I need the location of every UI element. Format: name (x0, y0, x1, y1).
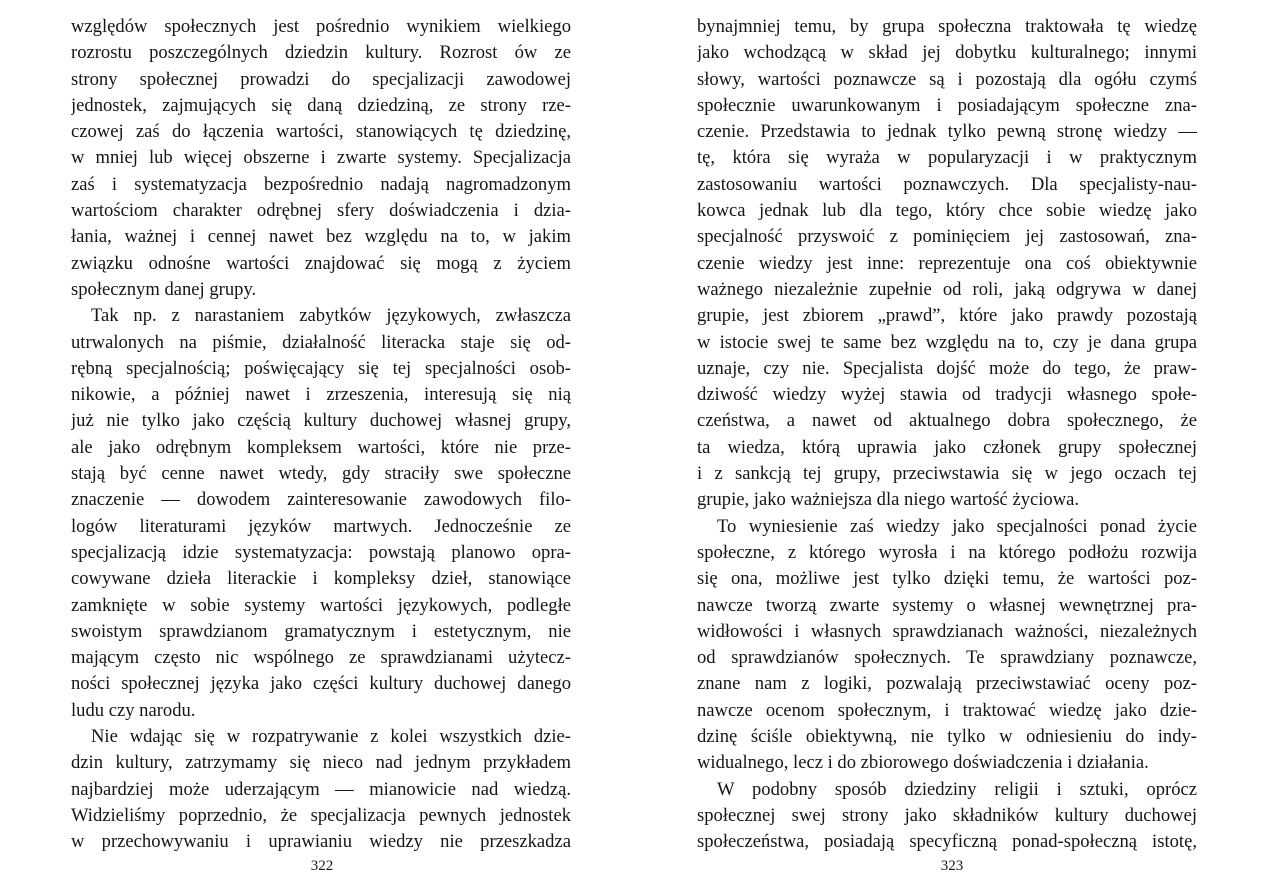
text-line: w przechowywaniu i uprawianiu wiedzy nie przeszkadza (71, 831, 571, 853)
text-line: czenie. Przedstawia to jednak tylko pewną stronę wiedzy — (697, 121, 1197, 143)
text-line: grupie, jako ważniejsza dla niego wartość życiowa. (697, 489, 1080, 511)
text-line: łania, ważnej i cennej nawet bez względu na to, w jakim (71, 226, 571, 248)
text-line: jako wchodzącą w skład jej dobytku kulturalnego; innymi (697, 42, 1197, 64)
text-line: specjalność przyswoić z pominięciem jej zastosowań, zna- (697, 226, 1197, 248)
text-line: czeństwa, a nawet od aktualnego dobra społecznego, że (697, 410, 1197, 432)
text-line: ta wiedza, którą uprawia jako członek grupy społecznej (697, 436, 1197, 458)
text-line: dzin kultury, zatrzymamy się nieco nad jednym przykładem (71, 752, 571, 774)
text-line: swoistym sprawdzianom gramatycznym i estetycznym, nie (71, 620, 571, 642)
text-line: widłowości i własnych sprawdzianach ważności, niezależnych (697, 620, 1197, 642)
text-line: logów literaturami języków martwych. Jednocześnie ze (71, 515, 571, 537)
text-line: i z sankcją tej grupy, przeciwstawia się w jego oczach tej (697, 463, 1197, 485)
text-line: znane nam z logiki, pozwalają przeciwstawiać oceny poz- (697, 673, 1197, 695)
right-page-text (697, 14, 1197, 856)
text-line: znaczenie — dowodem zainteresowanie zawodowych filo- (71, 489, 571, 511)
text-line: najbardziej może uderzającym — mianowicie nad wiedzą. (71, 778, 571, 800)
text-line: zamknięte w sobie systemy wartości językowych, podległe (71, 594, 571, 616)
text-line: uznaje, czy nie. Specjalista dojść może do tego, że praw- (697, 357, 1197, 379)
text-line: W podobny sposób dziedziny religii i sztuki, oprócz (717, 778, 1197, 800)
text-line: tę, która się wyraża w popularyzacji i w praktycznym (697, 147, 1197, 169)
text-line: stają być cenne nawet wtedy, gdy straciły swe społeczne (71, 463, 571, 485)
page-number-left: 322 (310, 858, 334, 874)
text-line: zastosowaniu wartości poznawczych. Dla specjalisty-nau- (697, 173, 1197, 195)
text-line: bynajmniej temu, by grupa społeczna traktowała tę wiedzę (697, 16, 1197, 37)
text-line: nawcze ocenom społecznym, i traktować wiedzę jako dzie- (697, 699, 1197, 721)
text-line: Widzieliśmy poprzednio, że specjalizacja pewnych jednostek (71, 804, 571, 826)
text-line: nikowie, a później nawet i zrzeszenia, interesują się nią (71, 384, 571, 406)
text-line: utrwalonych na piśmie, działalność literacka staje się od- (71, 331, 571, 353)
text-line: czenie wiedzy jest inne: reprezentuje ona coś obiektywnie (697, 252, 1197, 274)
text-line: mającym często nic wspólnego ze sprawdzianami użytecz- (71, 647, 571, 669)
text-line: względów społecznych jest pośrednio wynikiem wielkiego (71, 16, 571, 37)
text-line: strony społecznej prowadzi do specjalizacji zawodowej (71, 68, 571, 90)
text-line: cowywane dzieła literackie i kompleksy dzieł, stanowiące (71, 568, 571, 590)
text-line: Nie wdając się w rozpatrywanie z kolei wszystkich dzie- (91, 726, 571, 748)
text-line: dzinę ściśle obiektywną, nie tylko w odniesieniu do indy- (697, 726, 1197, 748)
text-line: To wyniesienie zaś wiedzy jako specjalności ponad życie (717, 515, 1197, 537)
text-line: społeczne, z którego wyrosła i na którego podłożu rozwija (697, 541, 1197, 563)
text-line: się ona, możliwe jest tylko dzięki temu, że wartości poz- (697, 568, 1197, 590)
text-line: dziwość wiedzy wyżej stawia od tradycji własnego społe- (697, 384, 1197, 406)
text-line: związku odnośne wartości znajdować się mogą z życiem (71, 252, 571, 274)
left-page-text (71, 14, 571, 856)
text-line: grupie, jest zbiorem „prawd”, które jako prawdy pozostają (697, 305, 1197, 327)
text-line: czowej zaś do łączenia wartości, stanowiących tę dziedzinę, (71, 121, 571, 143)
text-line: widualnego, lecz i do zbiorowego doświadczenia i działania. (697, 752, 1149, 774)
text-line: społecznie uwarunkowanym i posiadającym społeczne zna- (697, 94, 1197, 116)
text-line: zaś i systematyzacja bezpośrednio nadają nagromadzonym (71, 173, 571, 195)
text-line: społecznym danej grupy. (71, 278, 257, 300)
text-line: ludu czy narodu. (71, 699, 196, 721)
text-line: ności społecznej języka jako części kultury duchowej danego (71, 673, 571, 695)
text-line: społeczeństwa, posiadają specyficzną ponad-społeczną istotę, (697, 831, 1197, 853)
text-line: specjalizacją idzie systematyzacja: powstają planowo opra- (71, 541, 571, 563)
text-line: już nie tylko jako częścią kultury duchowej własnej grupy, (71, 410, 571, 432)
text-line: Tak np. z narastaniem zabytków językowych, zwłaszcza (91, 305, 571, 327)
text-line: rozrostu poszczególnych dziedzin kultury. Rozrost ów ze (71, 42, 571, 64)
text-line: rębną specjalnością; poświęcający się tej specjalności osob- (71, 357, 571, 379)
text-line: nawcze tworzą zwarte systemy o własnej wewnętrznej pra- (697, 594, 1197, 616)
text-line: ważnego niezależnie zupełnie od roli, jaką odgrywa w danej (697, 278, 1197, 300)
text-line: społecznej swej strony jako składników kultury duchowej (697, 804, 1197, 826)
text-line: jednostek, zajmujących się daną dziedziną, ze strony rze- (71, 94, 571, 116)
text-line: wartościom charakter odrębnej sfery doświadczenia i dzia- (71, 200, 571, 222)
text-line: w mniej lub więcej obszerne i zwarte systemy. Specjalizacja (71, 147, 571, 169)
text-line: od sprawdzianów społecznych. Te sprawdziany poznawcze, (697, 647, 1197, 669)
text-line: słowy, wartości poznawcze są i pozostają dla ogółu czymś (697, 68, 1197, 90)
text-line: kowca jednak lub dla tego, który chce sobie wiedzę jako (697, 200, 1197, 222)
text-line: ale jako odrębnym kompleksem wartości, które nie prze- (71, 436, 571, 458)
page-number-right: 323 (940, 858, 964, 874)
text-line: w istocie swej te same bez względu na to, czy je dana grupa (697, 331, 1197, 353)
